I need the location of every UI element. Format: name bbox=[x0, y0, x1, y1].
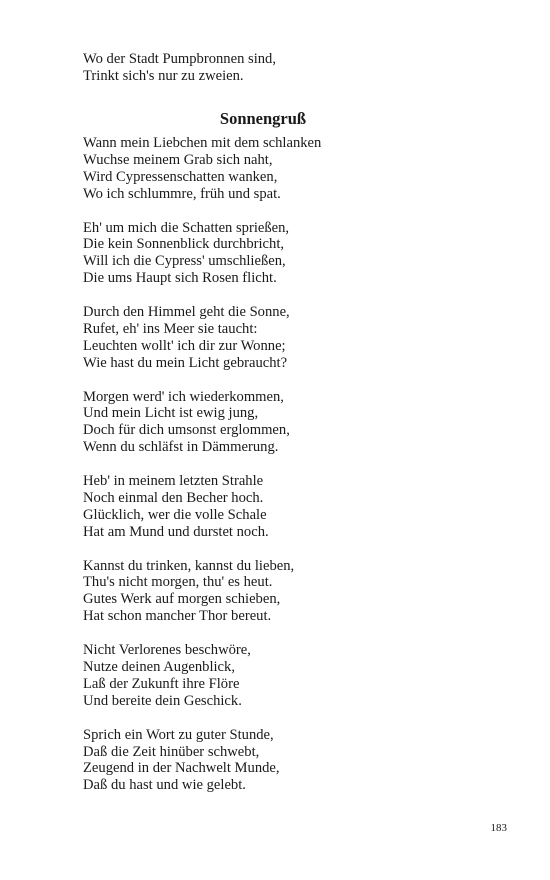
page-number: 183 bbox=[490, 822, 507, 834]
poem-line: Morgen werd' ich wiederkommen, bbox=[83, 388, 284, 405]
poem-line: Hat schon mancher Thor bereut. bbox=[83, 608, 272, 625]
poem-line: Rufet, eh' ins Meer sie taucht: bbox=[83, 320, 258, 337]
poem-line: Nicht Verlorenes beschwöre, bbox=[83, 642, 251, 659]
stanza-6 bbox=[83, 558, 443, 626]
poem-line: Wenn du schläfst in Dämmerung. bbox=[83, 439, 279, 456]
poem-line: Will ich die Cypress' umschließen, bbox=[83, 253, 286, 270]
poem-line: Laß der Zukunft ihre Flöre bbox=[83, 675, 240, 692]
poem-line: Gutes Werk auf morgen schieben, bbox=[83, 591, 281, 608]
poem-line: Wo der Stadt Pumpbronnen sind, bbox=[83, 51, 276, 67]
poem-line: Hat am Mund und durstet noch. bbox=[83, 523, 269, 540]
poem-body bbox=[83, 135, 443, 794]
poem-line: Wuchse meinem Grab sich naht, bbox=[83, 151, 273, 168]
poem-line: Wird Cypressenschatten wanken, bbox=[83, 168, 278, 185]
poem-line: Nutze deinen Augenblick, bbox=[83, 659, 235, 675]
poem-line: Heb' in meinem letzten Strahle bbox=[83, 473, 264, 490]
stanza-7 bbox=[83, 642, 443, 710]
poem-line: Und mein Licht ist ewig jung, bbox=[83, 405, 259, 422]
poem-line: Eh' um mich die Schatten sprießen, bbox=[83, 219, 290, 236]
poem-line: Durch den Himmel geht die Sonne, bbox=[83, 304, 290, 321]
poem-line: Wann mein Liebchen mit dem schlanken bbox=[83, 135, 322, 151]
poem-line: Die kein Sonnenblick durchbricht, bbox=[83, 236, 285, 253]
poem-line: Wo ich schlummre, früh und spat. bbox=[83, 185, 281, 202]
stanza-1 bbox=[83, 135, 443, 203]
stanza-2 bbox=[83, 220, 443, 288]
poem-line: Daß du hast und wie gelebt. bbox=[83, 777, 246, 794]
poem-line: Zeugend in der Nachwelt Munde, bbox=[83, 760, 280, 777]
poem-line: Glücklich, wer die volle Schale bbox=[83, 506, 267, 523]
poem-line: Die ums Haupt sich Rosen flicht. bbox=[83, 270, 277, 287]
poem-line: Sprich ein Wort zu guter Stunde, bbox=[83, 726, 274, 743]
poem-line: Leuchten wollt' ich dir zur Wonne; bbox=[83, 337, 286, 354]
poem-line: Noch einmal den Becher hoch. bbox=[83, 489, 264, 506]
stanza-5 bbox=[83, 473, 443, 541]
stanza-8 bbox=[83, 727, 443, 795]
stanza-3 bbox=[83, 304, 443, 372]
poem-title: Sonnengruß bbox=[219, 109, 307, 128]
poem-line: Doch für dich umsonst erglommen, bbox=[83, 422, 290, 439]
carry-over-stanza bbox=[83, 51, 443, 85]
poem-line: Kannst du trinken, kannst du lieben, bbox=[83, 557, 295, 574]
stanza bbox=[83, 51, 443, 85]
poem-line: Und bereite dein Geschick. bbox=[83, 692, 242, 709]
stanza-4 bbox=[83, 389, 443, 457]
poem-line: Thu's nicht morgen, thu' es heut. bbox=[83, 574, 273, 591]
poem-line: Trinkt sich's nur zu zweien. bbox=[83, 67, 244, 84]
poem-line: Wie hast du mein Licht gebraucht? bbox=[83, 354, 288, 371]
poem-line: Daß die Zeit hinüber schwebt, bbox=[83, 743, 260, 760]
